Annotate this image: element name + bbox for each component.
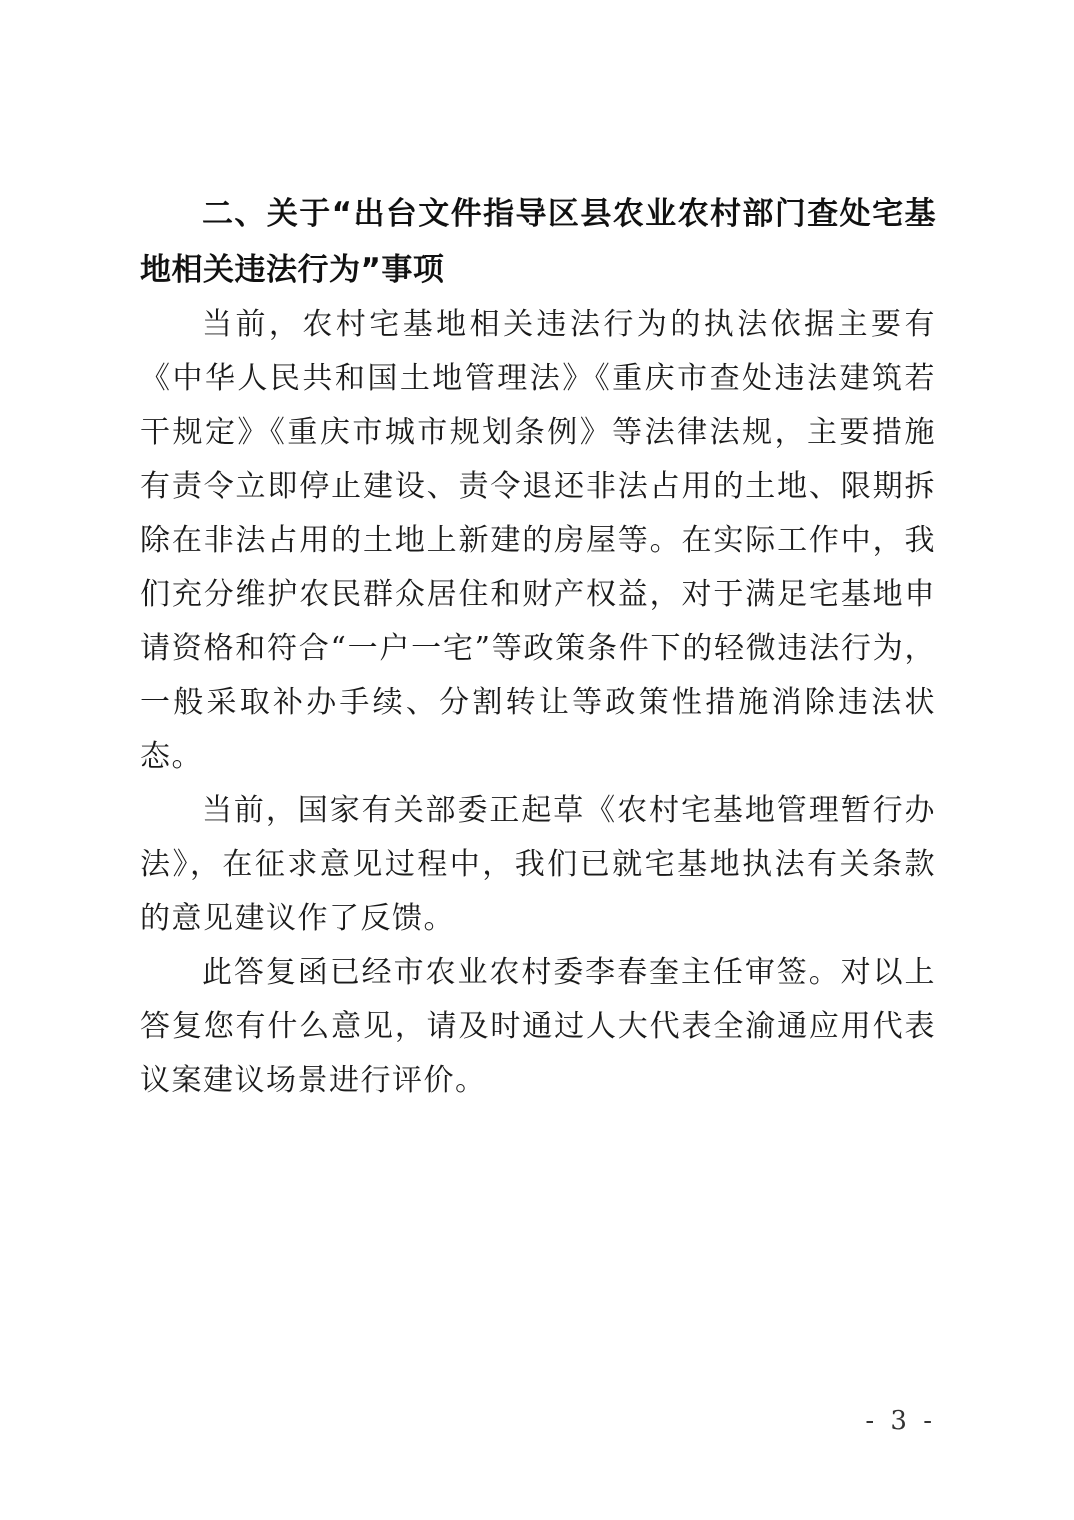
page-number: - 3 -	[865, 1406, 936, 1436]
paragraph-legal-basis: 当前，农村宅基地相关违法行为的执法依据主要有《中华人民共和国土地管理法》《重庆市查处违法建筑若干规定》《重庆市城市规划条例》等法律法规，主要措施有责令立即停止建设、责令退还非法占用的土地、限期拆除在非法占用的土地上新建的房屋等。在实际工作中，我们充分维护农民群众居住和财产权益，对于满足宅基地申请资格和符合“一户一宅”等政策条件下的轻微违法行为，一般采取补办手续、分割转让等政策性措施消除违法状态。	[140, 307, 936, 774]
document-body	[140, 186, 936, 1108]
paragraph-reply-closing: 此答复函已经市农业农村委李春奎主任审签。对以上答复您有什么意见，请及时通过人大代表全渝通应用代表议案建议场景进行评价。	[140, 955, 936, 1098]
paragraph-draft-regulation: 当前，国家有关部委正起草《农村宅基地管理暂行办法》，在征求意见过程中，我们已就宅基地执法有关条款的意见建议作了反馈。	[140, 793, 936, 936]
section-heading: 二、关于“出台文件指导区县农业农村部门查处宅基地相关违法行为”事项	[140, 196, 936, 288]
